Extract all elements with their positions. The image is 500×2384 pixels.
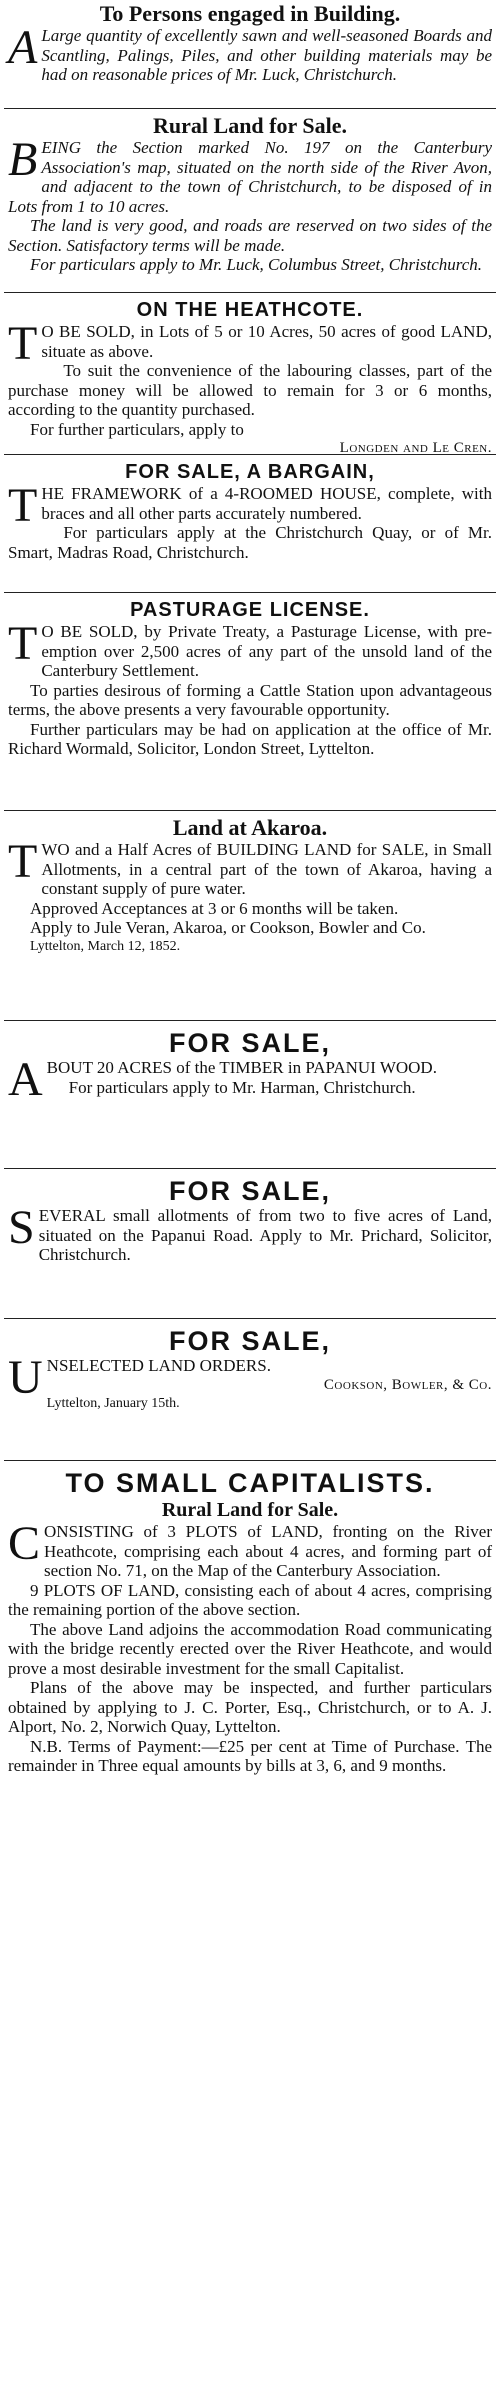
ad-paragraph: For particulars apply to Mr. Luck, Columbus Street, Christchurch. [30,255,483,274]
drop-cap: T [8,479,38,532]
ad-body [8,617,492,681]
ad-body [8,1517,492,1581]
divider [4,810,496,811]
divider [4,1168,496,1169]
drop-cap: T [8,835,38,888]
divider [4,1020,496,1021]
ad-papanui-allotments [8,1176,492,1265]
ad-paragraph: The above Land adjoins the accommodation Road communicating with the bridge recently erected over the River Heathcote, and would prove a most desirable investment for the small Capitalist. [8,1619,492,1678]
drop-cap: T [8,617,38,670]
ad-paragraph: 9 PLOTS OF LAND, consisting each of about 4 acres, comprising the remaining portion of the above section. [8,1580,492,1619]
ad-heading: PASTURAGE LICENSE. [130,599,370,621]
ad-body [8,835,492,899]
ad-heading: Land at Akaroa. [172,815,328,840]
ad-pasturage-license [8,598,492,759]
ad-akaroa [8,816,492,956]
ad-signature: Longden and Le Cren. [339,440,492,456]
ad-heading: FOR SALE, A BARGAIN, [125,461,375,483]
ad-text: WO and a Half Acres of BUILDING LAND for SALE, in Small Allotments, in a central part of the town of Akaroa, having a constant supply of pure water. [41,840,492,898]
ad-framework-house [8,460,492,562]
ad-text: ONSISTING of 3 PLOTS of LAND, fronting on the River Heathcote, comprising each about 4 acres, and forming part of section No. 71, on the Map of the Canterbury Association. [44,1522,492,1580]
ad-paragraph: N.B. Terms of Payment:—£25 per cent at Time of Purchase. The remainder in Three equal amounts by bills at 3, 6, and 9 months. [8,1736,492,1775]
ad-heading: FOR SALE, [168,1326,331,1356]
drop-cap: C [8,1517,41,1570]
ad-paragraph: Further particulars may be had on application at the office of Mr. Richard Wormald, Solicitor, London Street, Lyttelton. [8,719,492,758]
ad-body [8,479,492,532]
divider [4,1460,496,1461]
ad-text: HE FRAMEWORK of a 4-ROOMED HOUSE, complete, with braces and all other parts accurately numbered. [41,484,492,523]
ad-text: EVERAL small allotments of from two to five acres of Land, situated on the Papanui Road. Apply to Mr. Prichard, Solicitor, Christchurch. [38,1206,492,1264]
ad-date: Lyttelton, March 12, 1852. [30,938,181,954]
divider [4,108,496,109]
ad-paragraph: The land is very good, and roads are reserved on two sides of the Section. Satisfactory terms will be made. [8,216,492,255]
ad-paragraph: Approved Acceptances at 3 or 6 months will be taken. [30,898,399,918]
ad-text: Large quantity of excellently sawn and well-seasoned Boards and Scantling, Palings, Piles, and other building materials may be had on reasonable prices of Mr. Luck, Christchurch. [41,26,492,84]
ad-paragraph: For particulars apply at the Christchurch Quay, or of Mr. Smart, Madras Road, Christchurch. [8,523,492,562]
ad-heading: Rural Land for Sale. [153,113,347,138]
ad-text: O BE SOLD, in Lots of 5 or 10 Acres, 50 acres of good LAND, situate as above. [41,322,492,361]
ad-text: BOUT 20 ACRES of the TIMBER in PAPANUI WOOD. [46,1058,437,1077]
ad-heathcote [8,298,492,458]
ad-heading: TO SMALL CAPITALISTS. [65,1468,435,1498]
drop-cap: U [8,1351,43,1404]
ad-date: Lyttelton, January 15th. [46,1395,180,1411]
drop-cap: A [8,21,38,74]
ad-land-orders [8,1326,492,1413]
ad-paragraph: For further particulars, apply to [30,419,244,439]
ad-paragraph: Apply to Jule Veran, Akaroa, or Cookson, Bowler and Co. [30,918,426,937]
ad-rural-land-avon [8,114,492,275]
ad-paragraph: To parties desirous of forming a Cattle Station upon advantageous terms, the above presents a very favourable opportunity. [8,680,492,719]
divider [4,454,496,455]
ad-body [8,317,492,370]
ad-body [8,1201,492,1265]
ad-papanui-timber [8,1028,492,1106]
ad-text: NSELECTED LAND ORDERS. [46,1356,271,1375]
ad-paragraph: To suit the convenience of the labouring classes, part of the purchase money will be allowed to remain for 3 or 6 months, according to the quantity purchased. [8,361,492,419]
ad-signature: Cookson, Bowler, & Co. [323,1376,492,1393]
ad-heading: To Persons engaged in Building. [99,1,401,26]
drop-cap: S [8,1201,35,1254]
divider [4,592,496,593]
ad-heading: FOR SALE, [168,1176,331,1206]
divider [4,292,496,293]
ad-subheading: Rural Land for Sale. [161,1499,339,1521]
ad-body [8,21,492,85]
ad-text: EING the Section marked No. 197 on the Canterbury Association's map, situated on the north side of the River Avon, and adjacent to the town of Christchurch, to be disposed of in Lots from 1 to 10 acres. [8,138,492,216]
drop-cap: A [8,1053,43,1106]
ad-text: O BE SOLD, by Private Treaty, a Pasturage License, with pre-emption over 2,500 acres of any part of the unsold land of the Canterbury Settlement. [41,622,492,680]
ad-paragraph: Plans of the above may be inspected, and further particulars obtained by applying to J. C. Porter, Esq., Christchurch, or to A. J. Alport, No. 2, Norwich Quay, Lyttelton. [8,1678,492,1736]
ad-heading: ON THE HEATHCOTE. [136,299,364,321]
ad-paragraph: For particulars apply to Mr. Harman, Christchurch. [68,1077,416,1097]
ad-heading: FOR SALE, [168,1028,331,1058]
divider [4,1318,496,1319]
ad-building-materials [8,2,492,85]
drop-cap: B [8,133,38,186]
drop-cap: T [8,317,38,370]
ad-small-capitalists [8,1468,492,1776]
ad-body [8,133,492,216]
